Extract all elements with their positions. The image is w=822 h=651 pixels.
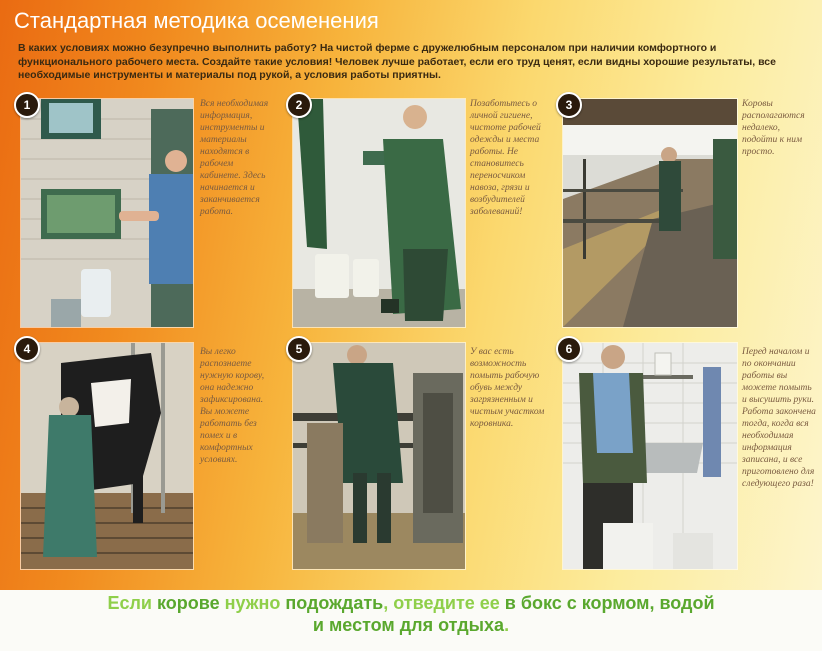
step-caption-3: Коровы располагаются недалеко, подойти к ним просто. <box>742 99 805 157</box>
page-title: Стандартная методика осеменения <box>14 8 379 33</box>
step-caption-4: Вы легко распознаете нужную корову, она надежно зафиксирована. Вы можете работать без помех и в комфортных условиях. <box>200 347 265 465</box>
step-badge-3: 3 <box>556 92 582 118</box>
photo-hand-washing <box>562 342 738 570</box>
slogan-part-1: Если <box>107 593 157 613</box>
photo-boot-washing <box>292 342 466 570</box>
slogan-part-6: в бокс с кормом, водой <box>504 593 715 613</box>
step-caption-2: Позаботьтесь о личной гигиене, чистоте рабочей одежды и места работы. Не становитесь переносчиком навоза, грязи и возбудителей заболеваний! <box>470 99 541 217</box>
bottom-slogan <box>0 592 822 636</box>
step-caption-6: Перед началом и по окончании работы вы можете помыть и высушить руки. Работа закончена тогда, когда вся необходимая информация записана, и все приготовлено для следующего раза! <box>742 347 816 489</box>
step-badge-5: 5 <box>286 336 312 362</box>
intro-paragraph: В каких условиях можно безупречно выполнить работу? На чистой ферме с дружелюбным персоналом при наличии комфортного и функционального рабочего места. Создайте такие условия! Человек лучше работает, если его труд ценят, если видны хорошие результаты, все необходимые инструменты и материалы под рукой, а условия работы приятны. <box>18 42 776 81</box>
photo-office-cabinet <box>20 98 194 328</box>
slogan-part-3: нужно <box>219 593 286 613</box>
slogan-part-8: . <box>504 615 510 635</box>
step-badge-2: 2 <box>286 92 312 118</box>
slogan-part-2: корове <box>157 593 220 613</box>
photo-work-clothes <box>292 98 466 328</box>
step-badge-6: 6 <box>556 336 582 362</box>
photo-cow-fixed <box>20 342 194 570</box>
slogan-part-7: и местом для отдыха <box>312 615 505 635</box>
step-caption-5: У вас есть возможность помыть рабочую обувь между загрязненным и чистым участком коровника. <box>470 347 545 429</box>
slogan-part-4: подождать <box>285 593 384 613</box>
slogan-part-5: , отведите ее <box>383 593 505 613</box>
step-caption-1: Вся необходимая информация, инструменты и материалы находятся в рабочем кабинете. Здесь начинается и заканчивается работа. <box>200 99 269 217</box>
step-badge-1: 1 <box>14 92 40 118</box>
step-badge-4: 4 <box>14 336 40 362</box>
photo-barn-aisle <box>562 98 738 328</box>
